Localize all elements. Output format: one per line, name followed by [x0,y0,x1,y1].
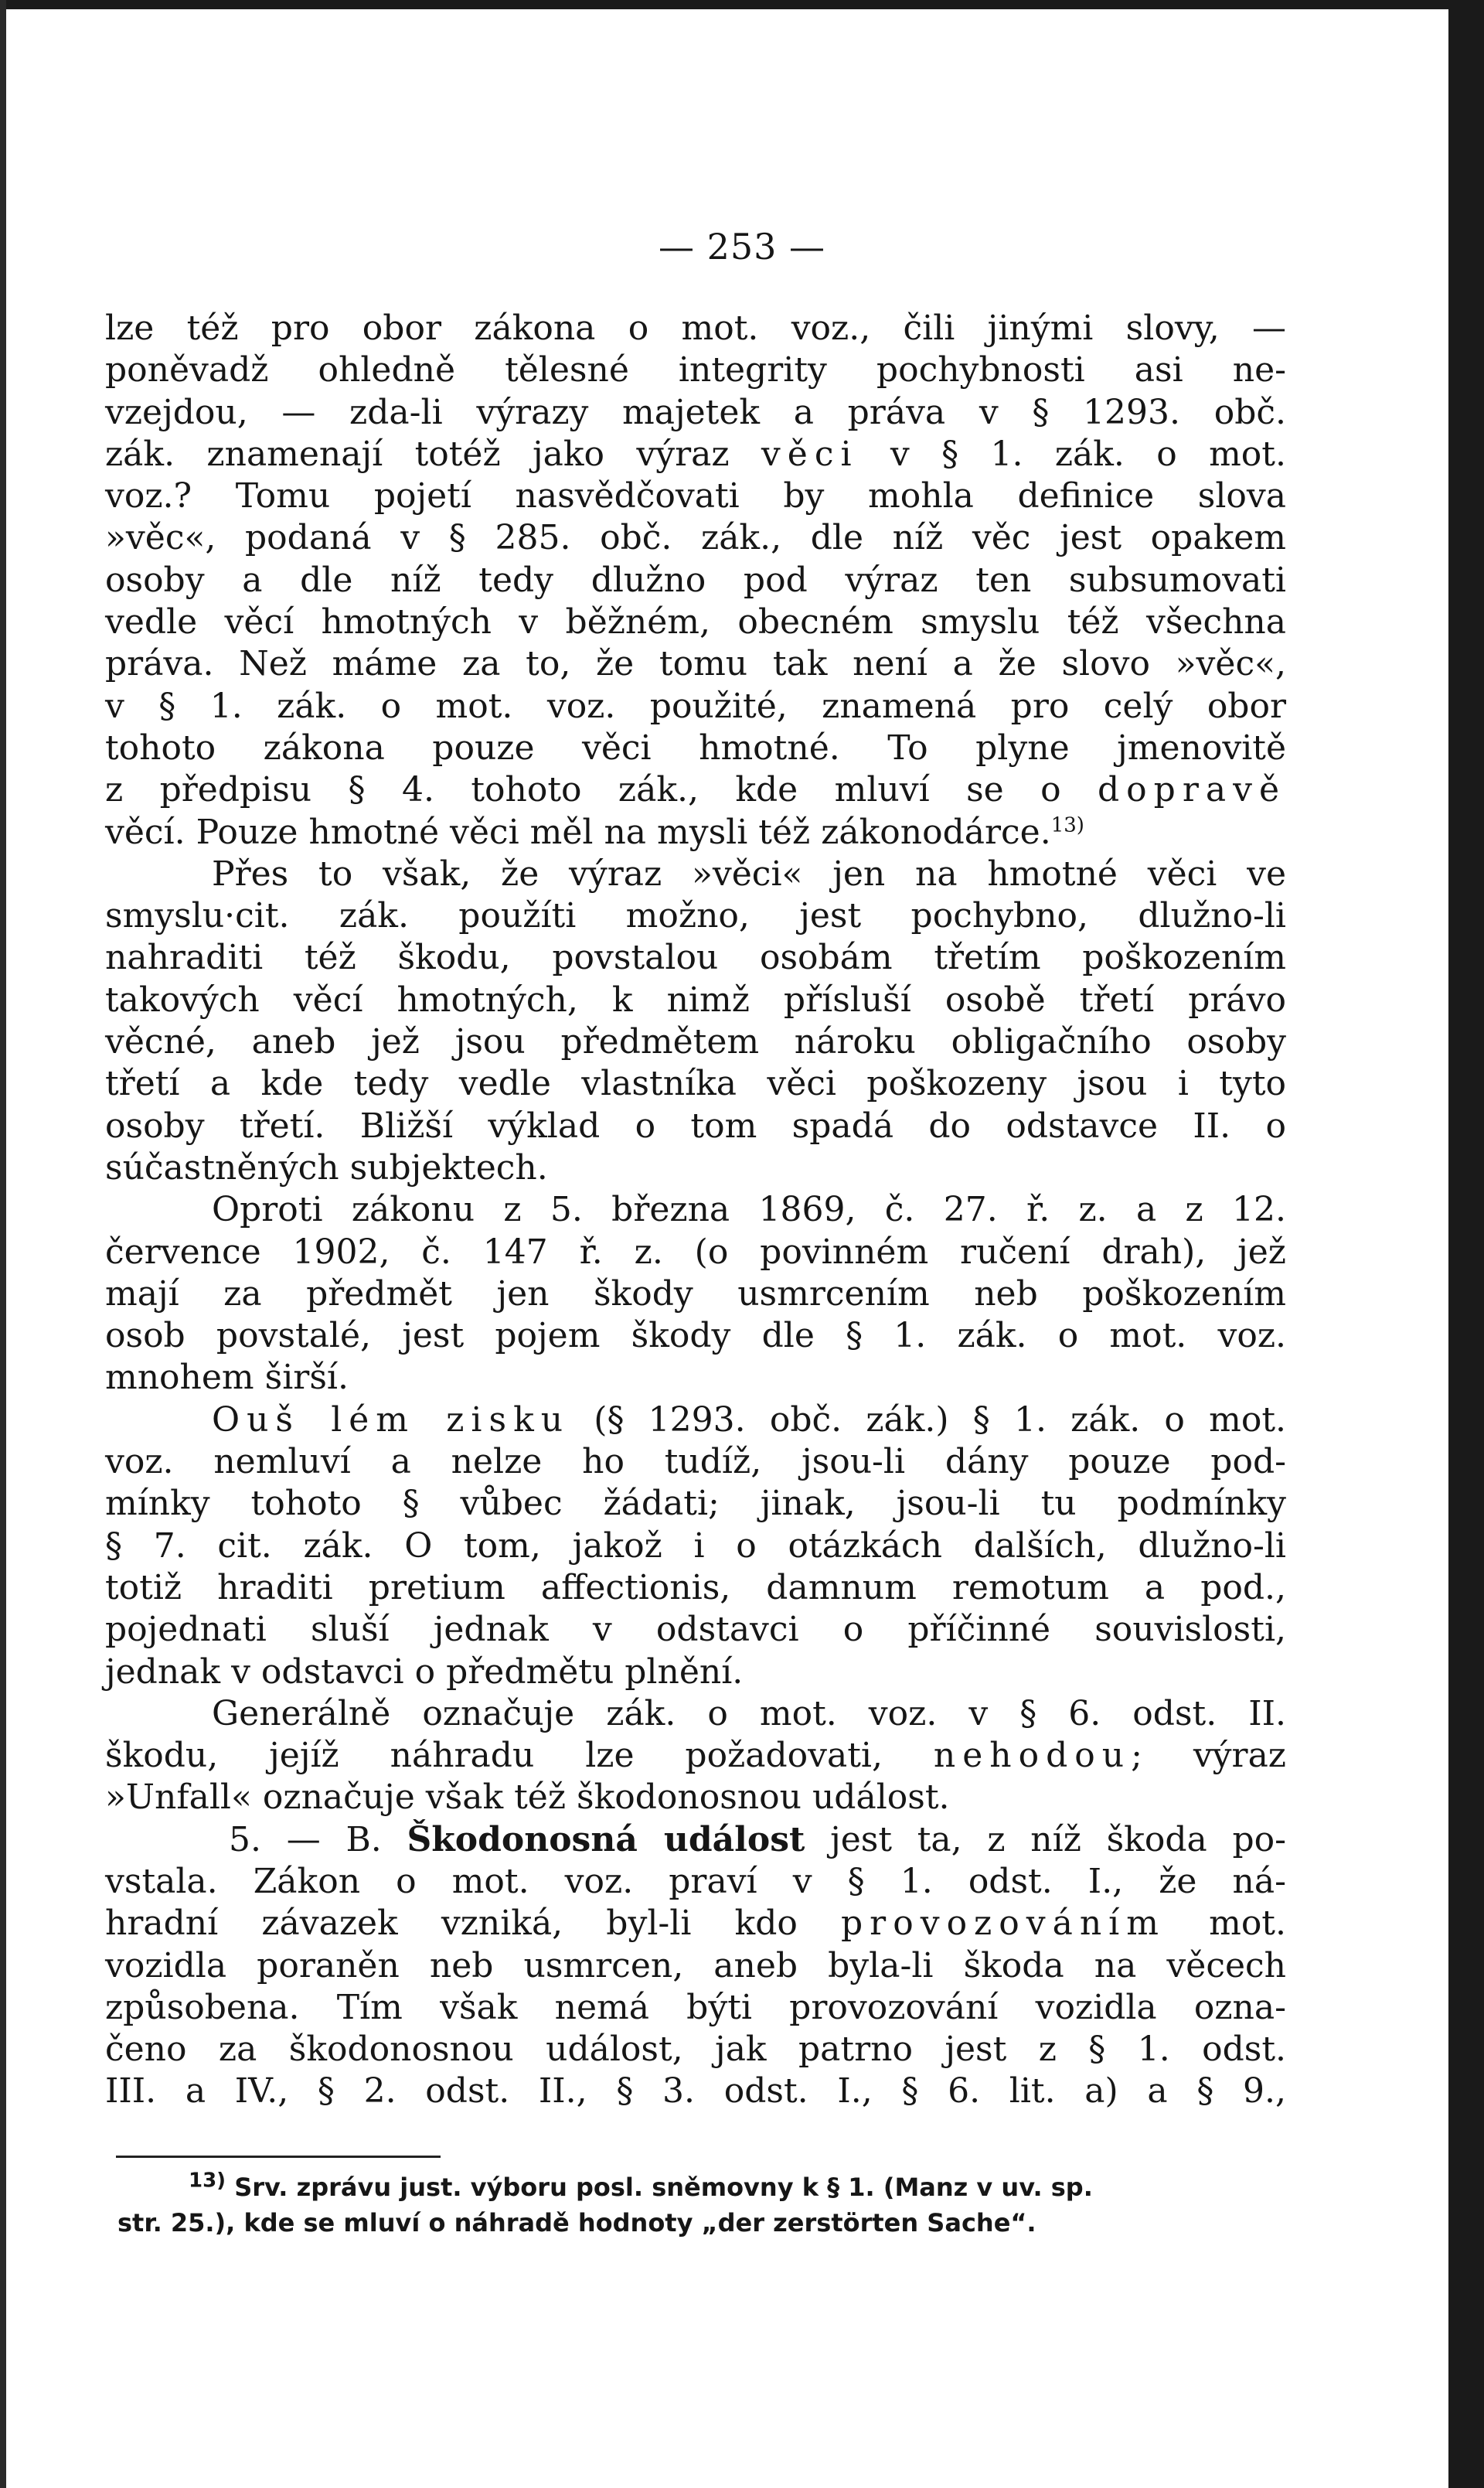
text-line: jednak v odstavci o předmětu plnění. [105,1651,744,1692]
text-line [105,434,1286,475]
paragraph-start: Generálně označuje zák. o mot. voz. v § 6. odst. II. [212,1693,1286,1733]
footnote-line: str. 25.), kde se mluví o náhradě hodnoty „der zerstörten Sache“. [117,2208,1036,2237]
text-line [105,769,1286,811]
paragraph-start: Oproti zákonu z 5. března 1869, č. 27. ř. z. a z 12. [212,1190,1286,1230]
text-line: mají za předmět jen škody usmrcením neb poškozením [105,1273,1286,1314]
text-run: škodu, jejíž náhradu lze požadovati, [105,1736,883,1776]
text-run: mot. [1209,1903,1286,1944]
main-text [105,308,1286,2113]
paragraph-start [105,1399,1286,1441]
scan-edge-top [0,0,1484,9]
spaced-term: věci [761,434,859,474]
spaced-term: dopravě [1098,770,1286,810]
footnote-line [117,2169,1252,2205]
text-line: vzejdou, — zda-li výrazy majetek a práva v § 1293. obč. [105,392,1286,432]
text-line: pojednati sluší jednak v odstavci o příčinné souvislosti, [105,1610,1286,1650]
text-line: v § 1. zák. o mot. voz. použité, znamená pro celý obor [105,686,1286,726]
spaced-term: Ouš lém zisku [212,1399,570,1440]
text-line: III. a IV., § 2. odst. II., § 3. odst. I., § 6. lit. a) a § 9., [105,2071,1286,2111]
text-line: osob povstalé, jest pojem škody dle § 1. zák. o mot. voz. [105,1316,1286,1356]
text-line: tohoto zákona pouze věci hmotné. To plyne jmenovitě [105,728,1286,768]
text-line: července 1902, č. 147 ř. z. (o povinném ručení drah), jež [105,1232,1286,1272]
text-line: voz.? Tomu pojetí nasvědčovati by mohla definice slova [105,476,1286,516]
footnote-text: Srv. zprávu just. výboru posl. sněmovny k § 1. (Manz v uv. sp. [234,2173,1093,2202]
text-run: jest ta, z níž škoda po- [830,1819,1286,1859]
text-line: věcné, aneb jež jsou předmětem nároku obligačního osoby [105,1022,1286,1062]
text-line: totiž hraditi pretium affectionis, damnum remotum a pod., [105,1567,1286,1607]
text-line: mnohem širší. [105,1358,349,1398]
footnote-ref: 13) [1050,813,1084,837]
text-line: osoby a dle níž tedy dlužno pod výraz ten subsumovati [105,560,1286,600]
text-run: z předpisu § 4. tohoto zák., kde mluví se o [105,770,1061,810]
text-line: čeno za škodonosnou událost, jak patrno jest z § 1. odst. [105,2030,1286,2070]
text-line: smyslu·cit. zák. použíti možno, jest pochybno, dlužno-li [105,896,1286,936]
paragraph-start: Přes to však, že výraz »věci« jen na hmotné věci ve [212,854,1286,894]
text-line: mínky tohoto § vůbec žádati; jinak, jsou-li tu podmínky [105,1484,1286,1524]
page-number: — 253 — [658,226,826,268]
text-run: (§ 1293. obč. zák.) § 1. zák. o mot. [594,1399,1286,1440]
text-line [105,1903,1286,1944]
footnote-divider [116,2156,441,2158]
text-line: takových věcí hmotných, k nimž přísluší osobě třetí právo [105,980,1286,1020]
text-run: věcí. Pouze hmotné věci měl na mysli též zákonodárce. [105,812,1051,852]
text-line: osoby třetí. Bližší výklad o tom spadá do odstavce II. o [105,1106,1286,1146]
text-line: způsobena. Tím však nemá býti provozování vozidla ozna- [105,1987,1286,2027]
text-line: vedle věcí hmotných v běžném, obecném smyslu též všechna [105,602,1286,642]
text-line [105,812,1286,854]
text-run: hradní závazek vzniká, byl-li kdo [105,1903,798,1944]
text-run: ; výraz [1131,1736,1286,1776]
text-line: súčastněných subjektech. [105,1147,548,1188]
text-line: nahraditi též škodu, povstalou osobám třetím poškozením [105,938,1286,978]
scan-edge-left [0,0,6,2488]
scan-edge-right [1448,0,1484,2488]
text-line: vstala. Zákon o mot. voz. praví v § 1. odst. I., že ná- [105,1861,1286,1901]
text-line: § 7. cit. zák. O tom, jakož i o otázkách dalších, dlužno-li [105,1525,1286,1566]
text-line: práva. Než máme za to, že tomu tak není a že slovo »věc«, [105,644,1286,684]
text-run: 5. — B. [229,1819,382,1859]
spaced-term: nehodou [933,1736,1132,1776]
footnotes [117,2169,1252,2241]
text-run: zák. znamenají totéž jako výraz [105,434,730,474]
footnote-marker: 13) [189,2169,226,2193]
text-line: vozidla poraněn neb usmrcen, aneb byla-li škoda na věcech [105,1945,1286,1985]
text-line: »věc«, podaná v § 285. obč. zák., dle níž věc jest opakem [105,518,1286,558]
text-line: třetí a kde tedy vedle vlastníka věci poškozeny jsou i tyto [105,1064,1286,1104]
bold-term: Škodonosná událost [407,1819,805,1859]
text-run: v § 1. zák. o mot. [890,434,1286,474]
text-line [105,1735,1286,1777]
spaced-term: provozováním [841,1903,1166,1944]
paragraph-start [105,1819,1286,1861]
text-line: »Unfall« označuje však též škodonosnou událost. [105,1777,950,1818]
text-line: poněvadž ohledně tělesné integrity pochybnosti asi ne- [105,350,1286,390]
text-line: lze též pro obor zákona o mot. voz., čili jinými slovy, — [105,308,1286,348]
text-line: voz. nemluví a nelze ho tudíž, jsou-li dány pouze pod- [105,1442,1286,1482]
